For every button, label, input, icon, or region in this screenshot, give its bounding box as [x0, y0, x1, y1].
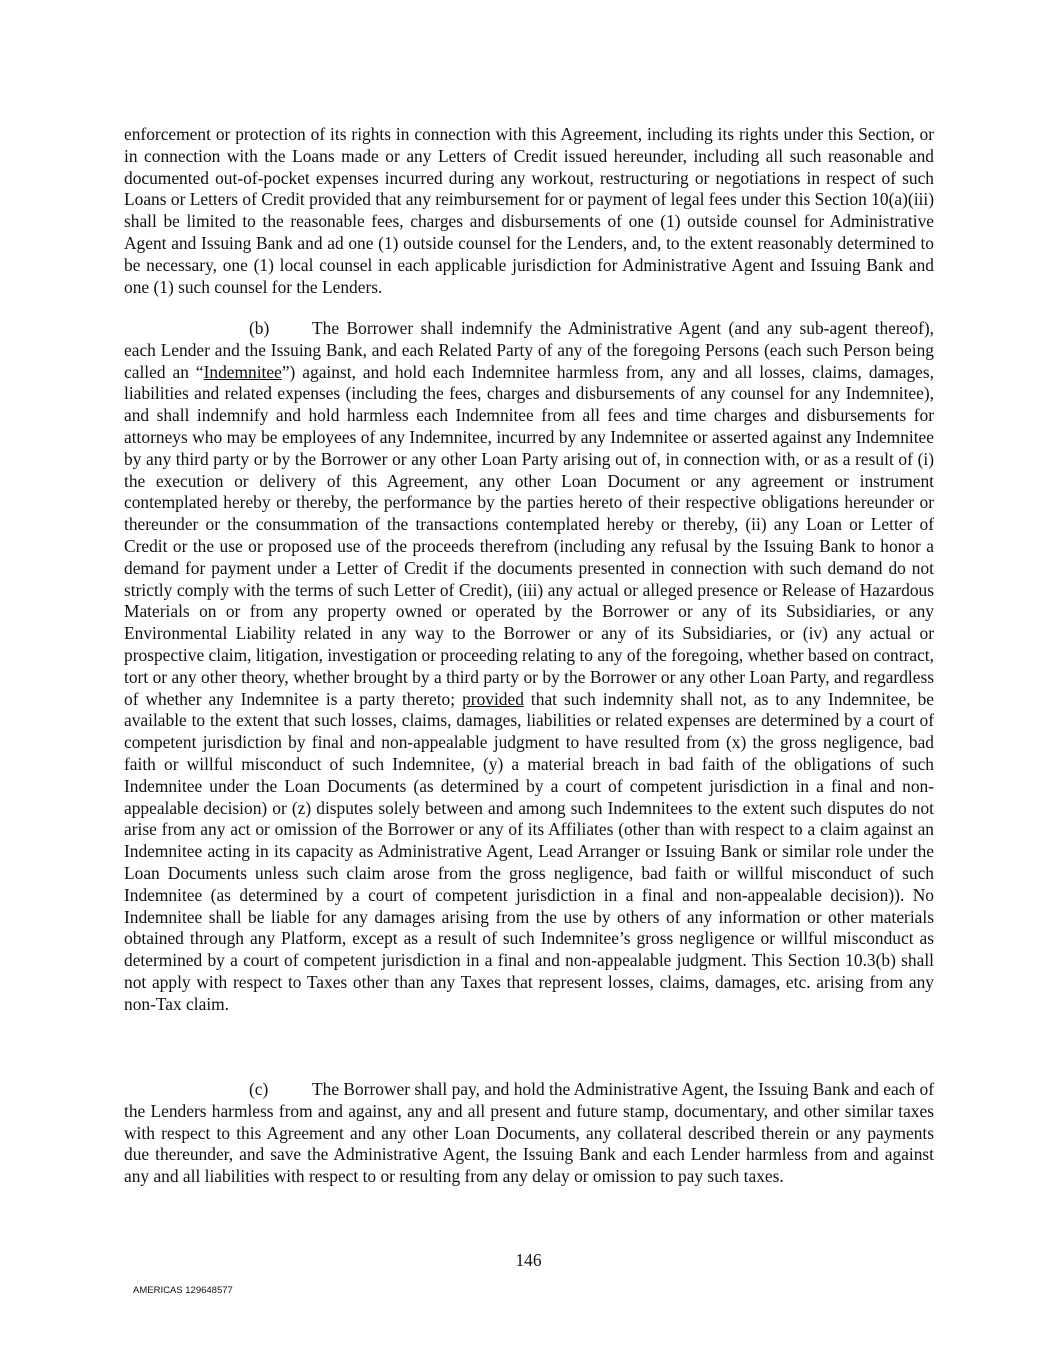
paragraph-b-text-3: that such indemnity shall not, as to any Indemnitee, be available to the extent that such losses, claims, damages, liabilities or related expenses are determined by a court of competent jurisdiction by final and non-appealable judgment to have resulted from (x) the gross negligence, bad faith or willful misconduct of such Indemnitee, (y) a material breach in bad faith of the obligations of such Indemnitee under the Loan Documents (as determined by a court of competent jurisdiction in a final and non-appealable decision) or (z) disputes solely between and among such Indemnitees to the extent such disputes do not arise from any act or omission of the Borrower or any of its Affiliates (other than with respect to a claim against an Indemnitee acting in its capacity as Administrative Agent, Lead Arranger or Issuing Bank or similar role under the Loan Documents unless such claim arose from the gross negligence, bad faith or willful misconduct of such Indemnitee (as determined by a court of competent jurisdiction in a final and non-appealable decision)). No Indemnitee shall be liable for any damages arising from the use by others of any information or other materials obtained through any Platform, except as a result of such Indemnitee’s gross negligence or willful misconduct as determined by a court of competent jurisdiction in a final and non-appealable judgment. This Section 10.3(b) shall not apply with respect to Taxes other than any Taxes that represent losses, claims, damages, etc. arising from any non-Tax claim. — [124, 688, 934, 1014]
paragraph-b-text-1: The Borrower shall indemnify the Administrative Agent (and any sub-agent thereof), each Lender and the Issuing Bank, and each Related Party of any of the foregoing Persons (each such Person being called an “ — [124, 318, 934, 382]
proviso-term: provided — [462, 688, 524, 709]
paragraph-b — [124, 318, 934, 1016]
page-number: 146 — [515, 1250, 542, 1270]
paragraph-a-continuation — [124, 124, 934, 298]
defined-term-indemnitee: Indemnitee — [203, 361, 282, 382]
paragraph-c-label: (c) — [249, 1079, 269, 1099]
paragraph-c — [124, 1079, 934, 1188]
document-footer-id: AMERICAS 129648577 — [133, 1285, 233, 1296]
paragraph-b-label: (b) — [249, 318, 270, 338]
paragraph-c-text: The Borrower shall pay, and hold the Administrative Agent, the Issuing Bank and each of the Lenders harmless from and against, any and all present and future stamp, documentary, and other similar taxes with respect to this Agreement and any other Loan Documents, any collateral described therein or any payments due thereunder, and save the Administrative Agent, the Issuing Bank and each Lender harmless from and against any and all liabilities with respect to or resulting from any delay or omission to pay such taxes. — [124, 1079, 934, 1187]
paragraph-b-text-2: ”) against, and hold each Indemnitee harmless from, any and all losses, claims, damages, liabilities and related expenses (including the fees, charges and disbursements of any counsel for any Indemnitee), and shall indemnify and hold harmless each Indemnitee from all fees and time charges and disbursements for attorneys who may be employees of any Indemnitee, incurred by any Indemnitee or asserted against any Indemnitee by any third party or by the Borrower or any other Loan Party arising out of, in connection with, or as a result of (i) the execution or delivery of this Agreement, any other Loan Document or any agreement or instrument contemplated hereby or thereby, the performance by the parties hereto of their respective obligations hereunder or thereunder or the consummation of the transactions contemplated hereby or thereby, (ii) any Loan or Letter of Credit or the use or proposed use of the proceeds therefrom (including any refusal by the Issuing Bank to honor a demand for payment under a Letter of Credit if the documents presented in connection with such demand do not strictly comply with the terms of such Letter of Credit), (iii) any actual or alleged presence or Release of Hazardous Materials on or from any property owned or operated by the Borrower or any of its Subsidiaries, or any Environmental Liability related in any way to the Borrower or any of its Subsidiaries, or (iv) any actual or prospective claim, litigation, investigation or proceeding relating to any of the foregoing, whether based on contract, tort or any other theory, whether brought by a third party or by the Borrower or any other Loan Party, and regardless of whether any Indemnitee is a party thereto; — [124, 361, 935, 709]
paragraph-a-text: enforcement or protection of its rights in connection with this Agreement, including its rights under this Section, or in connection with the Loans made or any Letters of Credit issued hereunder, including all such reasonable and documented out-of-pocket expenses incurred during any workout, restructuring or negotiations in respect of such Loans or Letters of Credit provided that any reimbursement for or payment of legal fees under this Section 10(a)(iii) shall be limited to the reasonable fees, charges and disbursements of one (1) outside counsel for Administrative Agent and Issuing Bank and ad one (1) outside counsel for the Lenders, and, to the extent reasonably determined to be necessary, one (1) local counsel in each applicable jurisdiction for Administrative Agent and Issuing Bank and one (1) such counsel for the Lenders. — [124, 124, 934, 297]
